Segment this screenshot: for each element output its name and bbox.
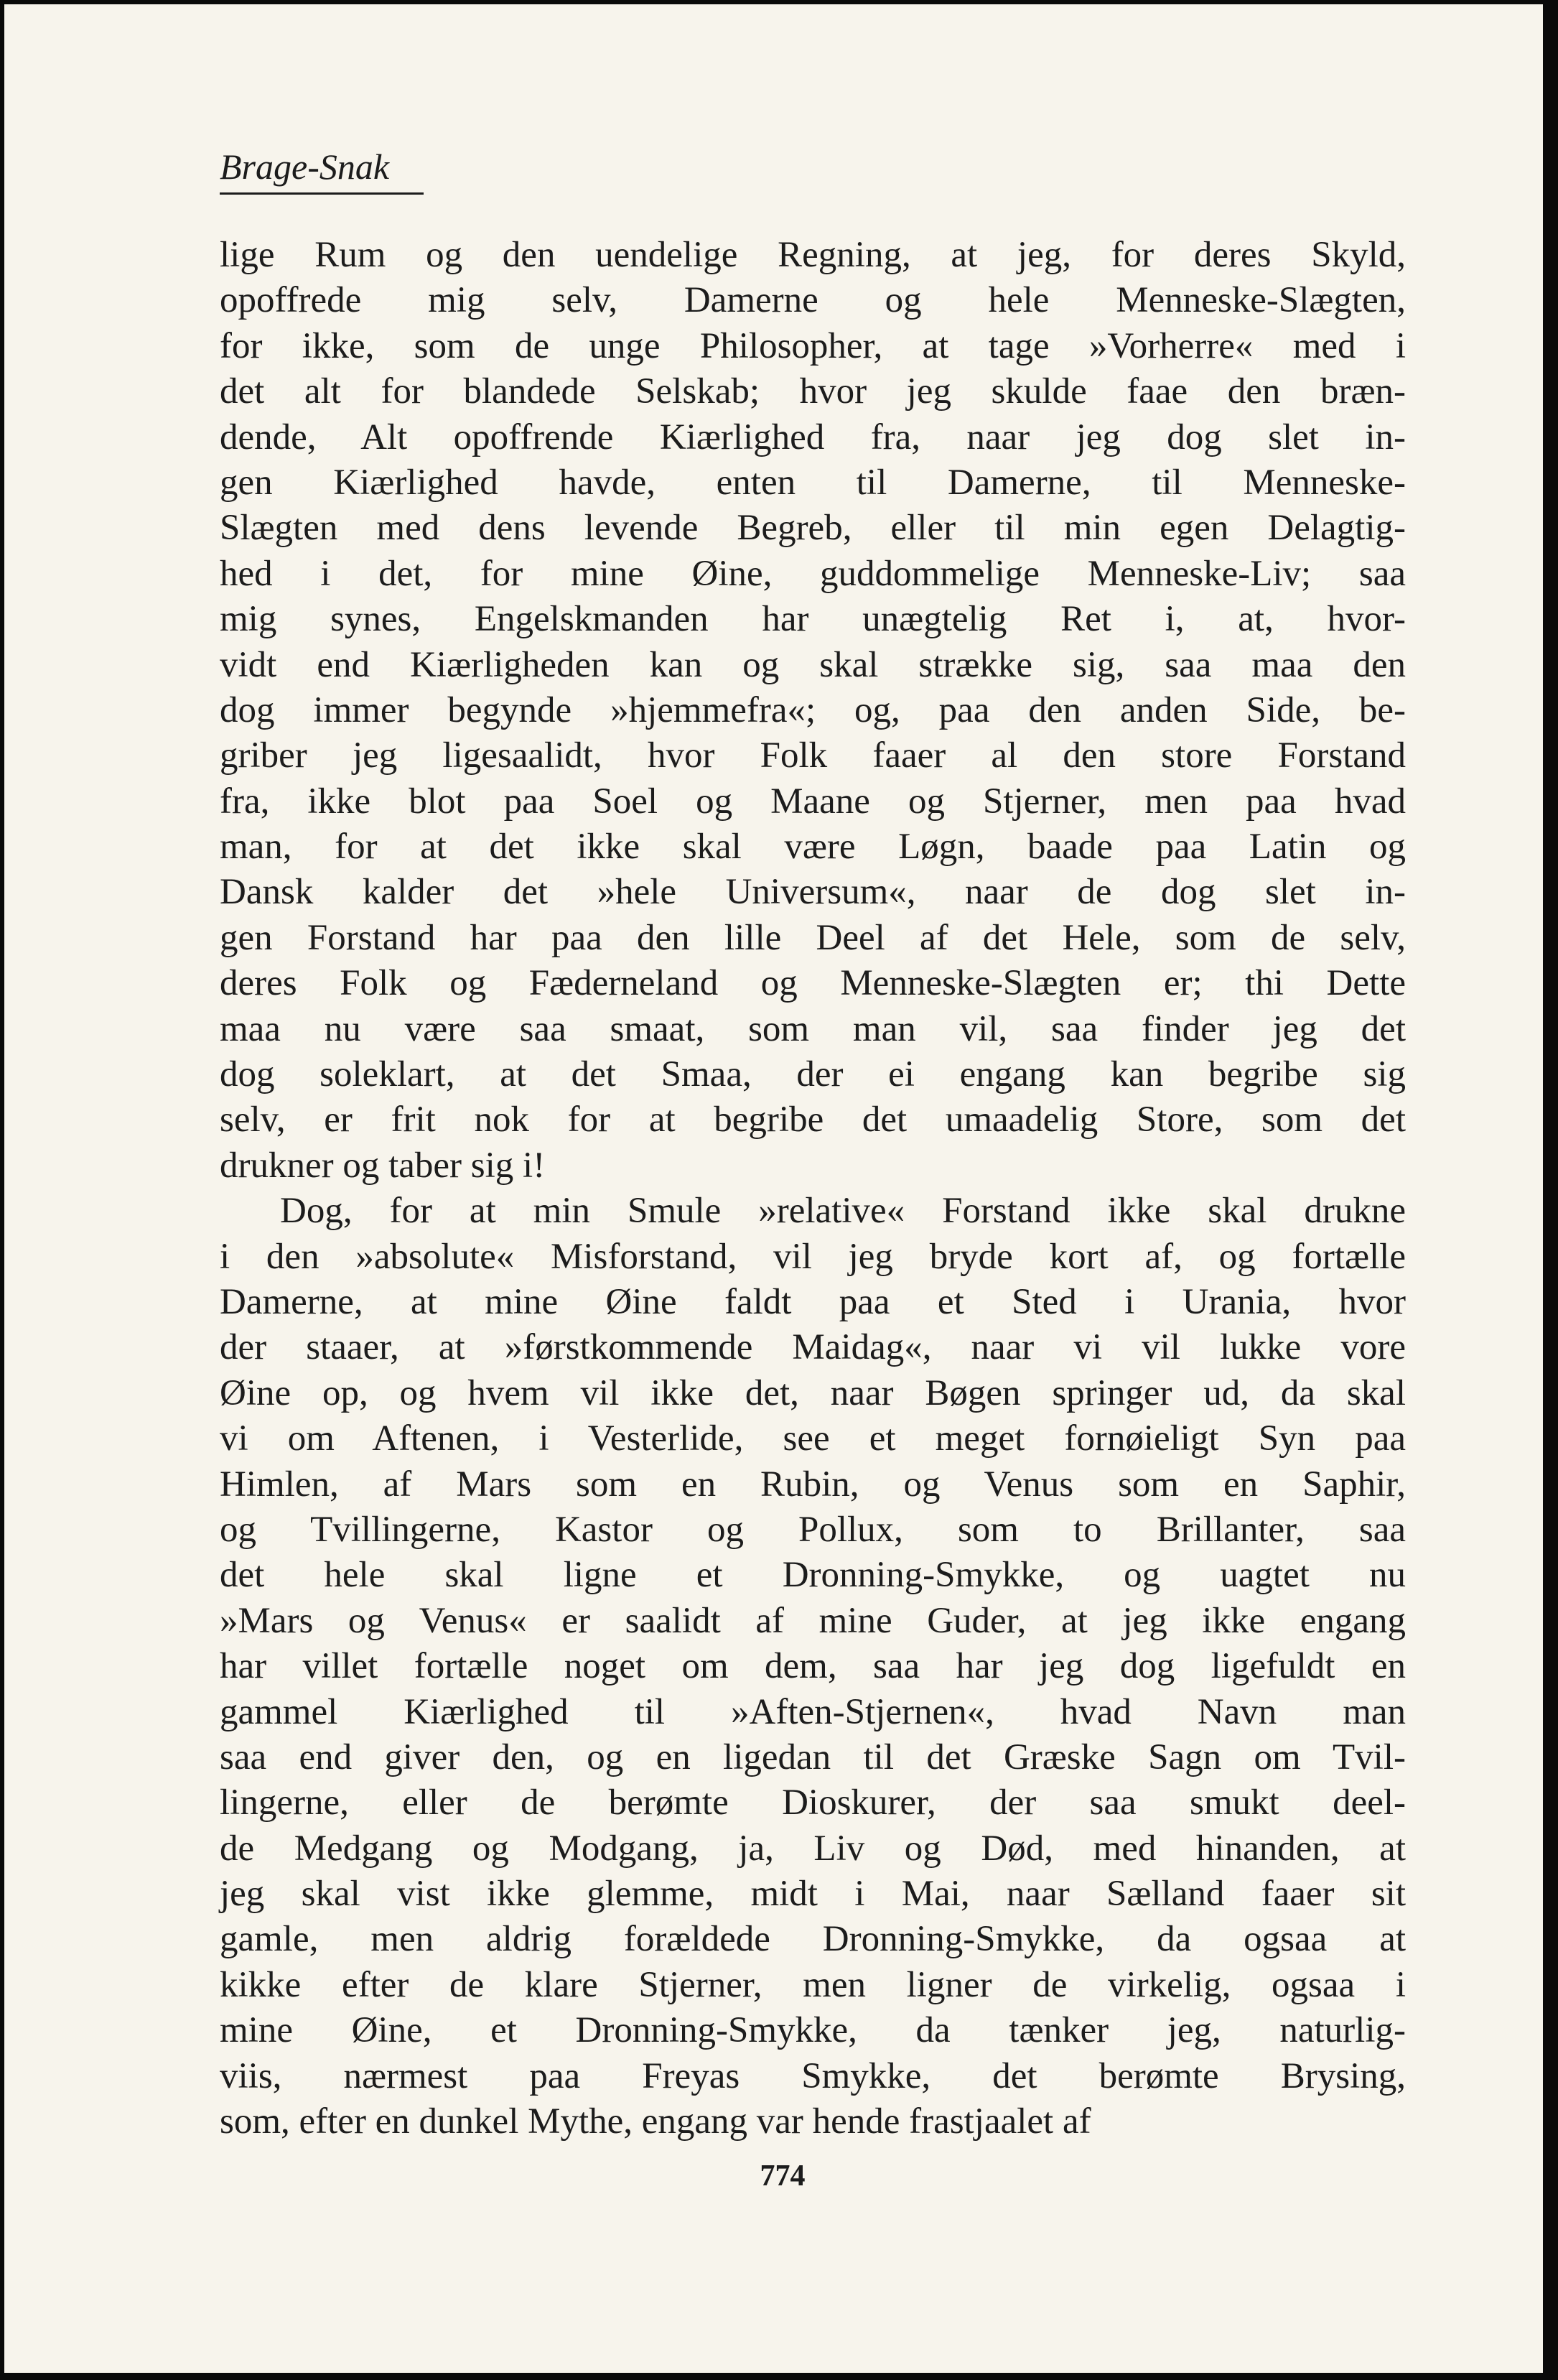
text-line: »Mars og Venus« er saalidt af mine Guder, at jeg ikke engang [220,1600,1406,1641]
running-head-rule [220,192,424,195]
text-line: dog immer begynde »hjemmefra«; og, paa den anden Side, be- [220,689,1406,730]
text-line: og Tvillingerne, Kastor og Pollux, som to Brillanter, saa [220,1509,1406,1550]
running-head: Brage-Snak [220,147,390,187]
text-line: Øine op, og hvem vil ikke det, naar Bøgen springer ud, da skal [220,1372,1406,1413]
text-line: gen Forstand har paa den lille Deel af det Hele, som de selv, [220,917,1406,958]
text-line: man, for at det ikke skal være Løgn, baade paa Latin og [220,827,1406,868]
text-line: har villet fortælle noget om dem, saa har jeg dog ligefuldt en [220,1646,1406,1687]
text-line: dog soleklart, at det Smaa, der ei engang kan begribe sig [220,1054,1406,1095]
text-line: lingerne, eller de berømte Dioskurer, der saa smukt deel- [220,1782,1406,1823]
text-line: jeg skal vist ikke glemme, midt i Mai, naar Sælland faaer sit [220,1874,1406,1915]
text-line: Dog, for at min Smule »relative« Forstand ikke skal drukne [280,1191,1406,1232]
text-line: i den »absolute« Misforstand, vil jeg bryde kort af, og fortælle [220,1236,1406,1277]
text-line: Slægten med dens levende Begreb, eller til min egen Delagtig- [220,508,1406,549]
text-line: vidt end Kiærligheden kan og skal strække sig, saa maa den [220,644,1406,685]
text-line: fra, ikke blot paa Soel og Maane og Stjerner, men paa hvad [220,781,1406,822]
text-line: det hele skal ligne et Dronning-Smykke, og uagtet nu [220,1555,1406,1596]
book-page [4,4,1543,2373]
text-line: opoffrede mig selv, Damerne og hele Menneske-Slægten, [220,280,1406,321]
text-line: Himlen, af Mars som en Rubin, og Venus som en Saphir, [220,1464,1406,1505]
text-line: drukner og taber sig i! [220,1145,546,1186]
text-line: gen Kiærlighed havde, enten til Damerne, til Menneske- [220,462,1406,503]
text-line: maa nu være saa smaat, som man vil, saa finder jeg det [220,1008,1406,1049]
body-text [220,233,1406,2144]
text-line: hed i det, for mine Øine, guddommelige Menneske-Liv; saa [220,553,1406,594]
text-line: Damerne, at mine Øine faldt paa et Sted i Urania, hvor [220,1281,1406,1322]
text-line: griber jeg ligesaalidt, hvor Folk faaer al den store Forstand [220,735,1406,776]
text-line: dende, Alt opoffrende Kiærlighed fra, naar jeg dog slet in- [220,417,1406,457]
text-line: for ikke, som de unge Philosopher, at tage »Vorherre« med i [220,325,1406,366]
text-line: det alt for blandede Selskab; hvor jeg skulde faae den bræn- [220,371,1406,412]
text-line: kikke efter de klare Stjerner, men ligner de virkelig, ogsaa i [220,1964,1406,2005]
text-line: saa end giver den, og en ligedan til det Græske Sagn om Tvil- [220,1737,1406,1777]
text-line: deres Folk og Fæderneland og Menneske-Slægten er; thi Dette [220,963,1406,1004]
text-line: som, efter en dunkel Mythe, engang var hende frastjaalet af [220,2101,1091,2142]
text-line: viis, nærmest paa Freyas Smykke, det berømte Brysing, [220,2055,1406,2096]
text-line: vi om Aftenen, i Vesterlide, see et meget fornøieligt Syn paa [220,1418,1406,1459]
text-line: selv, er frit nok for at begribe det umaadelig Store, som det [220,1100,1406,1140]
text-line: Dansk kalder det »hele Universum«, naar de dog slet in- [220,872,1406,913]
text-line: mine Øine, et Dronning-Smykke, da tænker jeg, naturlig- [220,2010,1406,2051]
page-number: 774 [760,2160,806,2193]
text-line: mig synes, Engelskmanden har unægtelig Ret i, at, hvor- [220,599,1406,640]
text-line: gamle, men aldrig forældede Dronning-Smykke, da ogsaa at [220,1919,1406,1960]
text-line: lige Rum og den uendelige Regning, at jeg, for deres Skyld, [220,235,1406,275]
text-line: gammel Kiærlighed til »Aften-Stjernen«, hvad Navn man [220,1691,1406,1732]
text-line: de Medgang og Modgang, ja, Liv og Død, med hinanden, at [220,1828,1406,1869]
text-line: der staaer, at »førstkommende Maidag«, naar vi vil lukke vore [220,1327,1406,1368]
